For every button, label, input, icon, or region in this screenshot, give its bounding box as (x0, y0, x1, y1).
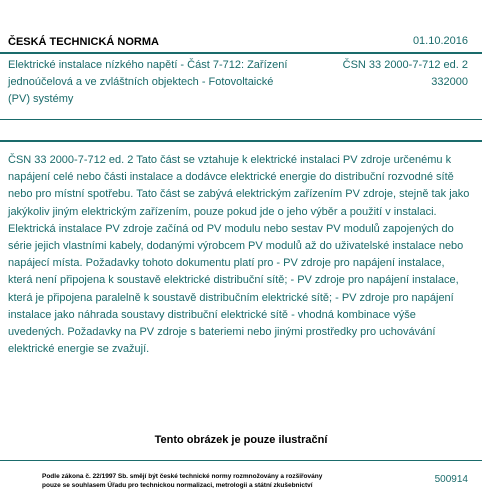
document-header-title: ČESKÁ TECHNICKÁ NORMA (8, 36, 159, 48)
footer-number: 500914 (434, 474, 468, 485)
illustration-notice: Tento obrázek je pouze ilustrační (154, 434, 328, 446)
document-date: 01.10.2016 (412, 35, 468, 47)
standard-title: Elektrické instalace nízkého napětí - Část 7-712: Zařízení jednoúčelová a ve zvláštních objektech - Fotovoltaické (PV) systémy (8, 59, 288, 105)
header-rule (0, 52, 482, 54)
legal-notice (42, 472, 402, 490)
standard-code: ČSN 33 2000-7-712 ed. 2 (342, 59, 468, 71)
standard-abstract: ČSN 33 2000-7-712 ed. 2 Tato část se vztahuje k elektrické instalaci PV zdroje určenému k napájení celé nebo části instalace a dodávce elektrické energie do distribuční rozvodné sítě nebo pro místní spotřebu. Tato část se zabývá elektrickým zařízením PV zdroje, stejně tak jako jakýkoliv jiným elektrickým zařízením, pouze pokud jde o jeho výběr a použití v instalaci. Elektrická instalace PV zdroje začíná od PV modulu nebo sestav PV modulů zapojených do série jejich vlastními kabely, dodanými výrobcem PV modulů až do uživatelské instalace nebo napájecí místa. Požadavky tohoto dokumentu platí pro - PV zdroje pro napájení instalace, která není připojena k soustavě elektrické distribuční sítě; - PV zdroje pro napájení instalace, která je připojena paralelně k soustavě distribučním elektrické sítě; - PV zdroje pro napájení instalace jako náhrada soustavy distribuční elektrické sítě - vhodná kombinace výše uvedených. Požadavky na PV zdroje s bateriemi nebo jinými prostředky pro uchovávání elektrické energie se zvažují. (8, 154, 470, 356)
subheader-rule (0, 119, 482, 120)
standard-code-block (343, 57, 468, 91)
standard-number: 332000 (431, 76, 468, 88)
footer-rule (0, 460, 482, 461)
legal-notice-line2: pouze se souhlasem Úřadu pro technickou normalizaci, metrologii a státní zkušebnictví (42, 482, 313, 489)
body-top-rule (0, 140, 482, 142)
legal-notice-line1: Podle zákona č. 22/1997 Sb. smějí být české technické normy rozmnožovány a rozšiřovány (42, 473, 323, 480)
